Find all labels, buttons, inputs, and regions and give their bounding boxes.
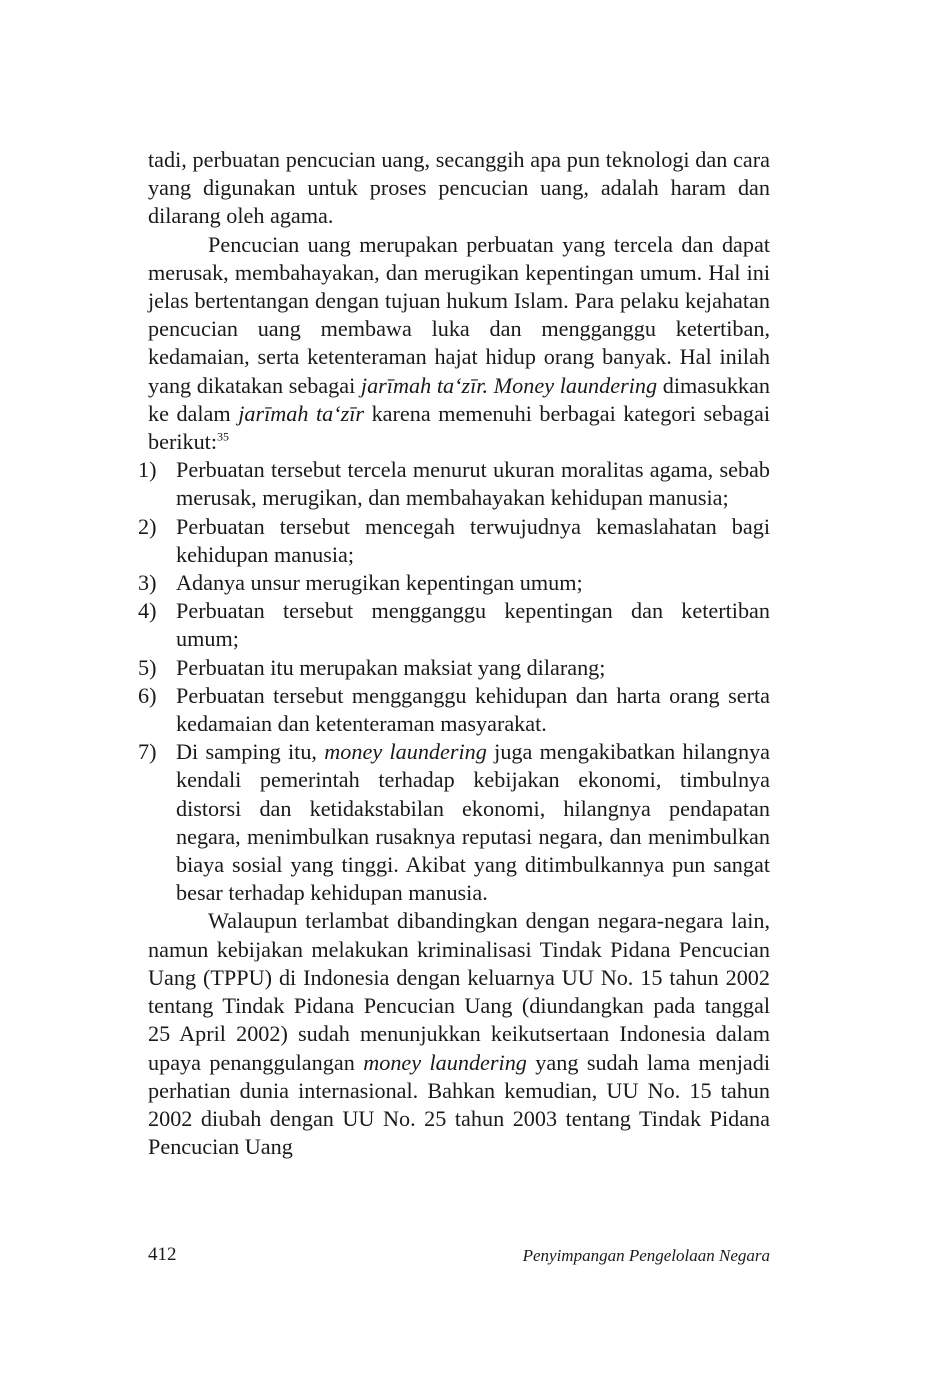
list-item — [138, 456, 770, 512]
list-item — [138, 654, 770, 682]
list-text: Adanya unsur merugikan kepentingan umum; — [176, 570, 583, 596]
criteria-list — [138, 456, 771, 907]
page-body — [138, 146, 771, 1161]
list-number: 4) — [138, 598, 157, 624]
paragraph-3-italic: money laundering — [363, 1049, 527, 1075]
list-text-pre: Di samping itu, — [176, 739, 325, 765]
footnote-marker[interactable]: 35 — [217, 429, 230, 444]
paragraph-2-text-c: karena memenuhi berbagai kategori sebagai berikut: — [148, 400, 771, 455]
list-number: 3) — [138, 570, 157, 596]
list-text: Perbuatan tersebut mengganggu kehidupan dan harta orang serta kedamaian dan ketenteraman masyarakat. — [176, 682, 770, 737]
list-text: Perbuatan tersebut tercela menurut ukuran moralitas agama, sebab merusak, merugikan, dan membahayakan kehidupan manusia; — [176, 457, 770, 511]
paragraph-2-text-b: dimasukkan ke dalam — [148, 372, 770, 426]
list-number: 7) — [138, 739, 157, 765]
list-item — [138, 569, 770, 597]
list-text: Perbuatan tersebut mengganggu kepentingan dan ketertiban umum; — [176, 598, 770, 652]
paragraph-2-text-a: Pencucian uang merupakan perbuatan yang tercela dan dapat merusak, membahayakan, dan merugikan kepentingan umum. Hal ini jelas bertentangan dengan tujuan hukum Islam. Para pelaku kejahatan pencucian uang membawa luka dan mengganggu ketertiban, kedamaian, serta ketenteraman hajat hidup orang banyak. Hal inilah yang dikatakan sebagai — [148, 231, 770, 398]
list-item — [138, 597, 770, 653]
paragraph-2 — [148, 231, 770, 457]
list-text: Perbuatan tersebut mencegah terwujudnya kemaslahatan bagi kehidupan manusia; — [176, 513, 770, 567]
paragraph-2-italic-1: jarīmah ta‘zīr. Money laundering — [360, 372, 658, 398]
paragraph-2-italic-2: jarīmah ta‘zīr — [238, 400, 365, 426]
list-text: juga mengakibatkan hilangnya kendali pemerintah terhadap kebijakan ekonomi, timbulnya distorsi dan ketidakstabilan ekonomi, hilangnya pendapatan negara, menimbulkan rusaknya reputasi negara, dan menimbulkan biaya sosial yang tinggi. Akibat yang ditimbulkannya pun sangat besar terhadap kehidupan manusia. — [176, 739, 771, 906]
running-title: Penyimpangan Pengelolaan Negara — [522, 1246, 770, 1265]
paragraph-3 — [148, 907, 770, 1161]
paragraph-1: tadi, perbuatan pencucian uang, secanggih apa pun teknologi dan cara yang digunakan untuk proses pencucian uang, adalah haram dan dilarang oleh agama. — [148, 147, 770, 229]
list-number: 5) — [138, 654, 157, 680]
list-item — [138, 738, 770, 907]
paragraph-3-text-b: yang sudah lama menjadi perhatian dunia internasional. Bahkan kemudian, UU No. 15 tahun 2002 diubah dengan UU No. 25 tahun 2003 tentang Tindak Pidana Pencucian Uang — [148, 1049, 770, 1160]
list-number: 2) — [138, 513, 157, 539]
page-number: 412 — [148, 1244, 177, 1265]
paragraph-3-text-a: Walaupun terlambat dibandingkan dengan negara-negara lain, namun kebijakan melakukan kriminalisasi Tindak Pidana Pencucian Uang (TPPU) di Indonesia dengan keluarnya UU No. 15 tahun 2002 tentang Tindak Pidana Pencucian Uang (diundangkan pada tanggal 25 April 2002) sudah menunjukkan keikutsertaan Indonesia dalam upaya penanggulangan — [148, 908, 770, 1075]
list-text-italic: money laundering — [324, 739, 487, 765]
list-number: 6) — [138, 682, 157, 708]
list-text: Perbuatan itu merupakan maksiat yang dilarang; — [176, 654, 606, 680]
list-item — [138, 682, 770, 738]
list-number: 1) — [138, 457, 157, 483]
page-footer — [148, 1244, 770, 1274]
list-item — [138, 513, 770, 569]
